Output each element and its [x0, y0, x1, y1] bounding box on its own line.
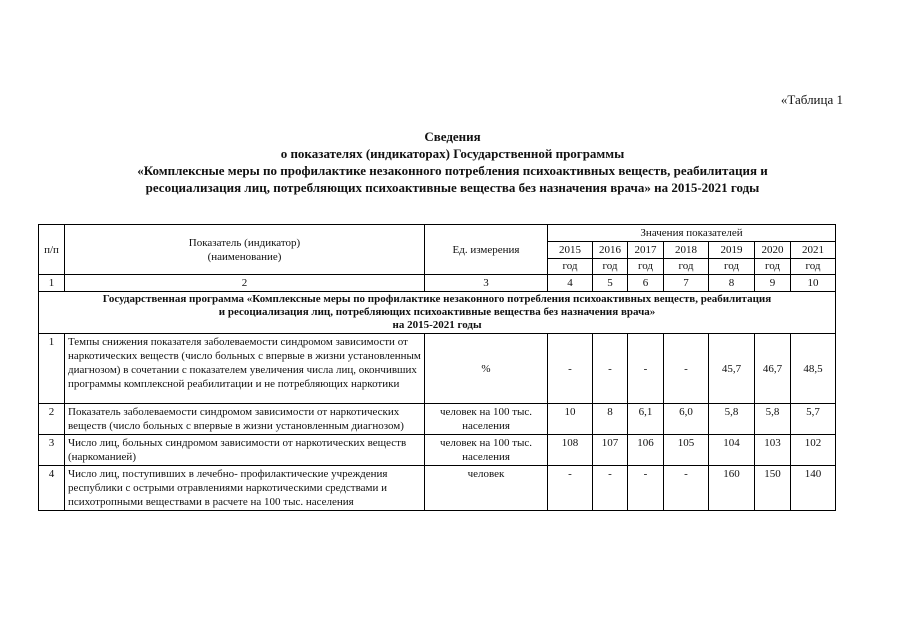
column-number: 7 — [664, 275, 709, 292]
row-value: - — [628, 334, 664, 404]
row-unit: человек на 100 тыс. населения — [425, 435, 548, 466]
header-unit: Ед. измерения — [425, 225, 548, 275]
column-number: 8 — [709, 275, 755, 292]
row-indicator: Темпы снижения показателя заболеваемости синдромом зависимости от наркотических веществ (число больных с впервые в жизни установленным диагнозом) в сочетании с показателем увеличения числа лиц, окончивших программы комплексной реабилитации и не потребляющих наркотики — [65, 334, 425, 404]
section-title — [39, 292, 836, 334]
row-value: 5,8 — [709, 404, 755, 435]
row-value: 5,7 — [791, 404, 836, 435]
row-value: 107 — [593, 435, 628, 466]
row-value: 6,0 — [664, 404, 709, 435]
header-year: 2016 год — [593, 242, 628, 275]
column-number: 10 — [791, 275, 836, 292]
row-value: 5,8 — [755, 404, 791, 435]
row-value: 103 — [755, 435, 791, 466]
column-number: 1 — [39, 275, 65, 292]
row-value: - — [593, 466, 628, 511]
row-value: 48,5 — [791, 334, 836, 404]
header-indicator: Показатель (индикатор) (наименование) — [65, 225, 425, 275]
row-num: 4 — [39, 466, 65, 511]
header-year: 2015 год — [548, 242, 593, 275]
table-number: «Таблица 1 — [780, 92, 843, 107]
row-value: - — [548, 334, 593, 404]
row-value: 45,7 — [709, 334, 755, 404]
column-numbers-row — [39, 275, 836, 292]
row-num: 2 — [39, 404, 65, 435]
row-value: - — [664, 466, 709, 511]
row-num: 1 — [39, 334, 65, 404]
heading-title: Сведения — [424, 129, 481, 144]
row-value: 8 — [593, 404, 628, 435]
column-number: 6 — [628, 275, 664, 292]
column-number: 2 — [65, 275, 425, 292]
row-value: 10 — [548, 404, 593, 435]
row-unit: человек — [425, 466, 548, 511]
row-value: 140 — [791, 466, 836, 511]
header-values-group: Значения показателей — [548, 225, 836, 242]
heading-line: «Комплексные меры по профилактике незаконного потребления психоактивных веществ, реабилитация и — [137, 163, 768, 178]
row-indicator: Число лиц, больных синдромом зависимости от наркотических веществ (наркоманией) — [65, 435, 425, 466]
row-value: 108 — [548, 435, 593, 466]
row-value: 160 — [709, 466, 755, 511]
document-heading — [40, 128, 865, 196]
section-line: Государственная программа «Комплексные меры по профилактике незаконного потребления психоактивных веществ, реабилитация — [102, 293, 772, 305]
column-number: 4 — [548, 275, 593, 292]
header-year: 2018 год — [664, 242, 709, 275]
column-number: 5 — [593, 275, 628, 292]
table-row — [39, 466, 836, 511]
row-value: - — [593, 334, 628, 404]
row-value: 102 — [791, 435, 836, 466]
header-num: п/п — [39, 225, 65, 275]
row-value: - — [664, 334, 709, 404]
row-value: 6,1 — [628, 404, 664, 435]
table-row — [39, 334, 836, 404]
header-year: 2017 год — [628, 242, 664, 275]
row-indicator: Показатель заболеваемости синдромом зависимости от наркотических веществ (число больных с впервые в жизни установленным диагнозом) — [65, 404, 425, 435]
row-value: 46,7 — [755, 334, 791, 404]
heading-line: ресоциализация лиц, потребляющих психоактивные вещества без назначения врача» на 2015-2021 годы — [145, 180, 760, 195]
table-row — [39, 435, 836, 466]
row-value: 106 — [628, 435, 664, 466]
section-line: и ресоциализация лиц, потребляющих психоактивные вещества без назначения врача» — [218, 306, 656, 318]
heading-line: о показателях (индикаторах) Государственной программы — [280, 146, 625, 161]
row-value: - — [628, 466, 664, 511]
section-row — [39, 292, 836, 334]
column-number: 9 — [755, 275, 791, 292]
section-line: на 2015-2021 годы — [392, 319, 482, 331]
header-year: 2021 год — [791, 242, 836, 275]
table-row — [39, 404, 836, 435]
indicators-table — [38, 224, 836, 511]
header-row — [39, 225, 836, 242]
row-value: 104 — [709, 435, 755, 466]
row-value: 105 — [664, 435, 709, 466]
row-indicator: Число лиц, поступивших в лечебно- профилактические учреждения республики с острыми отравлениями наркотическими средствами и психотропными веществами в расчете на 100 тыс. населения — [65, 466, 425, 511]
row-value: - — [548, 466, 593, 511]
row-value: 150 — [755, 466, 791, 511]
column-number: 3 — [425, 275, 548, 292]
row-unit: % — [425, 334, 548, 404]
row-num: 3 — [39, 435, 65, 466]
header-year: 2020 год — [755, 242, 791, 275]
row-unit: человек на 100 тыс. населения — [425, 404, 548, 435]
header-year: 2019 год — [709, 242, 755, 275]
